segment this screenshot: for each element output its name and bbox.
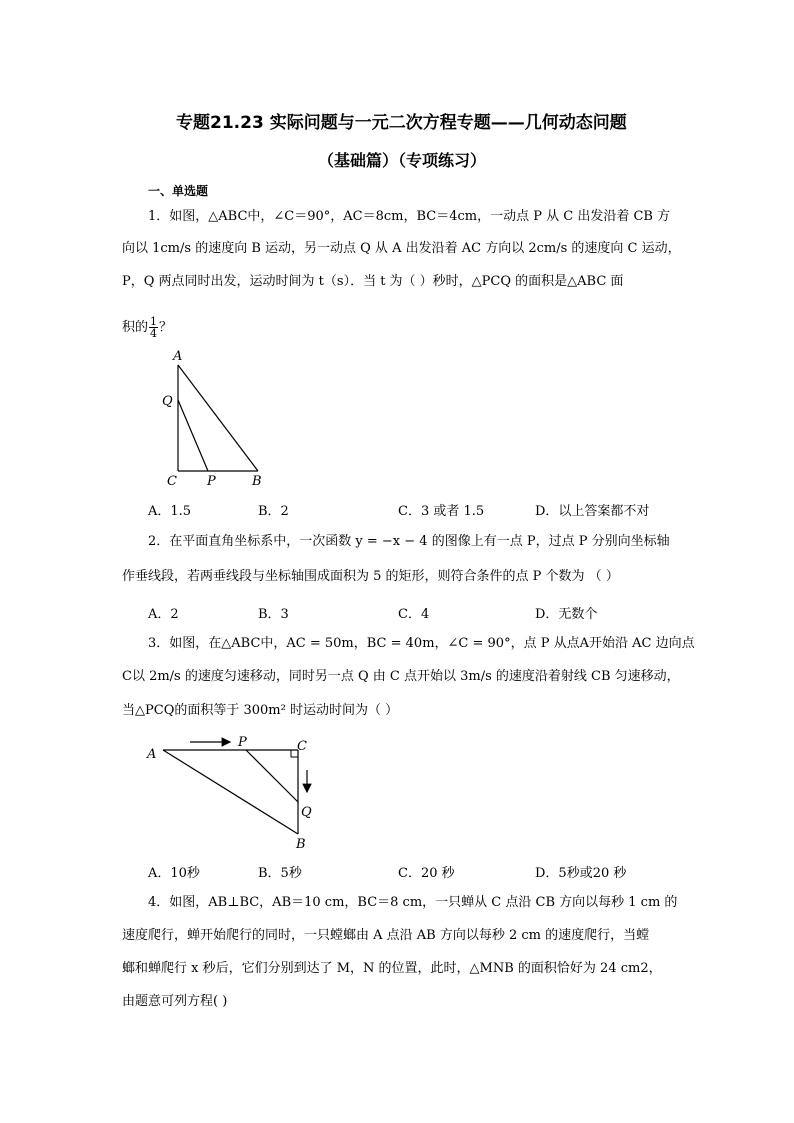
label-Q: Q [162,394,173,409]
fraction-numerator: 1 [150,315,158,328]
q1-line4-pre: 积的 [122,320,149,335]
q3-option-c: C．20 秒 [398,866,455,881]
q1-line3: P，Q 两点同时出发，运动时间为 t（s）．当 t 为（ ）秒时，△PCQ 的面积是△ABC 面 [122,274,624,289]
segment-qp [178,400,208,471]
q1-option-d: D．以上答案都不对 [535,504,650,519]
q1-line4-post: ？ [159,320,173,335]
section-heading: 一、单选题 [148,184,209,198]
q4-line4: 由题意可列方程( ) [122,994,228,1009]
fraction-one-quarter [149,316,158,339]
segment-pq [246,750,298,802]
q2-line1: 2．在平面直角坐标系中，一次函数 y = −x − 4 的图像上有一点 P，过点 P 分别向坐标轴 [148,534,670,549]
q1-line1: 1．如图，△ABC中，∠C＝90°，AC＝8cm，BC＝4cm，一动点 P 从 C 出发沿着 CB 方 [148,209,671,224]
segment-ab [178,365,258,471]
q1-line2: 向以 1cm/s 的速度向 B 运动，另一动点 Q 从 A 出发沿着 AC 方向以 2cm/s 的速度向 C 运动， [122,241,681,256]
page-title: 专题21.23 实际问题与一元二次方程专题——几何动态问题 [176,113,627,133]
label-P: P [238,735,247,750]
q4-line3: 螂和蝉爬行 x 秒后，它们分别到达了 M，N 的位置，此时，△MNB 的面积恰好为 24 cm2， [122,961,662,976]
label-B: B [296,837,306,852]
label-Q: Q [301,805,312,820]
segment-ab [163,750,298,834]
q2-line2: 作垂线段，若两垂线段与坐标轴围成面积为 5 的矩形，则符合条件的点 P 个数为 （ ） [122,569,619,584]
label-A: A [173,349,183,364]
q2-option-c: C．4 [398,607,430,622]
q2-option-d: D．无数个 [535,607,598,622]
page-subtitle: （基础篇）（专项练习） [318,151,487,170]
q2-option-a: A．2 [148,607,179,622]
label-C: C [297,739,307,754]
q1-option-b: B．2 [258,504,289,519]
q1-option-c: C．3 或者 1.5 [398,504,485,519]
q3-line3: 当△PCQ的面积等于 300m² 时运动时间为（ ） [122,703,399,718]
q1-option-a: A．1.5 [148,504,192,519]
label-P: P [207,474,216,489]
label-B: B [252,474,262,489]
label-C: C [167,474,177,489]
q3-option-a: A．10秒 [148,866,200,881]
q1-triangle-figure [150,345,280,490]
q3-option-b: B．5秒 [258,866,302,881]
q2-option-b: B．3 [258,607,289,622]
q1-line4 [122,316,172,339]
label-A: A [147,747,157,762]
q4-line2: 速度爬行，蝉开始爬行的同时，一只螳螂由 A 点沿 AB 方向以每秒 2 cm 的速度爬行，当螳 [122,928,650,943]
q3-triangle-figure [140,728,330,853]
q4-line1: 4．如图，AB⊥BC，AB＝10 cm，BC＝8 cm，一只蝉从 C 点沿 CB 方向以每秒 1 cm 的 [148,895,678,910]
q3-line2: C以 2m/s 的速度匀速移动，同时另一点 Q 由 C 点开始以 3m/s 的速度沿着射线 CB 匀速移动， [122,669,680,684]
fraction-denominator: 4 [150,327,158,340]
q3-option-d: D．5秒或20 秒 [535,866,627,881]
q3-line1: 3．如图，在△ABC中，AC = 50m，BC = 40m，∠C = 90°，点 P 从点A开始沿 AC 边向点 [148,636,695,651]
